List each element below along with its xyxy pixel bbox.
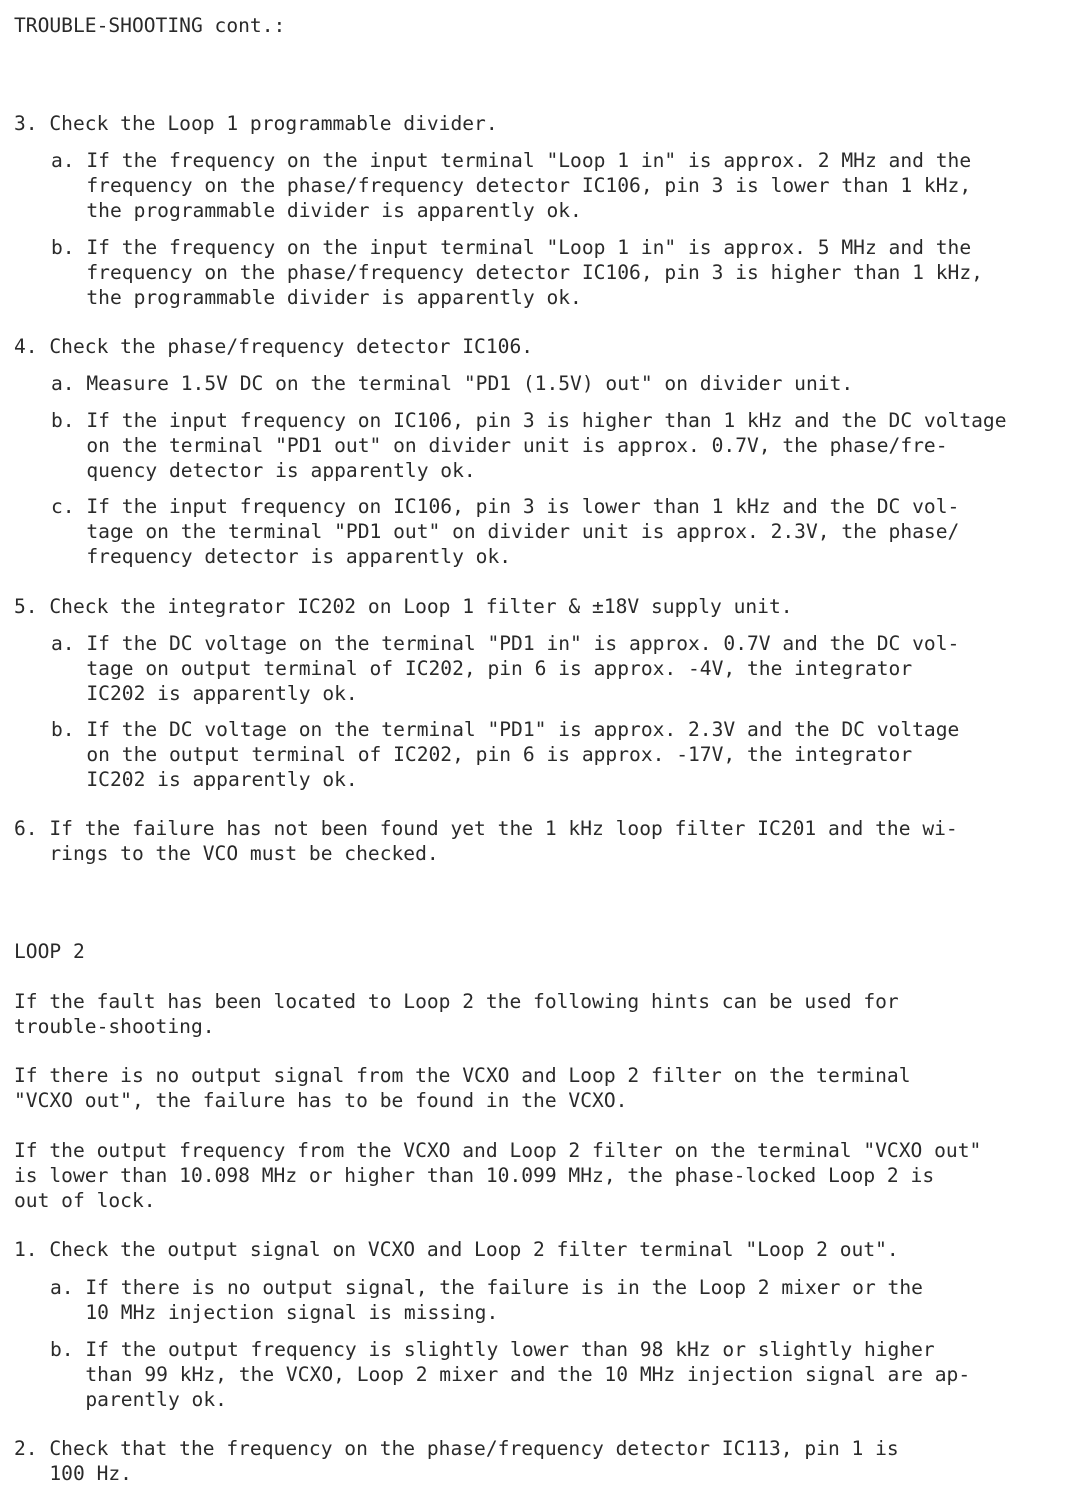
loop-2-paragraph-2: If the output frequency from the VCXO and Loop 2 filter on the terminal "VCXO out" is lower than 10.098 MHz or higher than 10.099 MHz, the phase-locked Loop 2 is out of lock. <box>14 1139 982 1212</box>
step-3a: a. If the frequency on the input terminal "Loop 1 in" is approx. 2 MHz and the frequency on the phase/frequency detector IC106, pin 3 is lower than 1 kHz, the programmable divider is apparently ok. <box>51 149 972 222</box>
step-3b: b. If the frequency on the input terminal "Loop 1 in" is approx. 5 MHz and the frequency on the phase/frequency detector IC106, pin 3 is higher than 1 kHz, the programmable divider is apparently ok. <box>51 236 983 309</box>
loop-2-intro: If the fault has been located to Loop 2 the following hints can be used for trouble-shooting. <box>14 990 899 1038</box>
loop-2-step-1-title: 1. Check the output signal on VCXO and Loop 2 filter terminal "Loop 2 out". <box>14 1238 899 1261</box>
loop-2-step-1b: b. If the output frequency is slightly lower than 98 kHz or slightly higher than 99 kHz, the VCXO, Loop 2 mixer and the 10 MHz injection signal are ap- parently ok. <box>50 1338 971 1411</box>
step-5-title: 5. Check the integrator IC202 on Loop 1 filter & ±18V supply unit. <box>14 595 793 618</box>
step-4b: b. If the input frequency on IC106, pin 3 is higher than 1 kHz and the DC voltage on the terminal "PD1 out" on divider unit is approx. 0.7V, the phase/fre- quency detector is apparently ok. <box>51 409 1007 482</box>
step-4c: c. If the input frequency on IC106, pin 3 is lower than 1 kHz and the DC vol- tage on the terminal "PD1 out" on divider unit is approx. 2.3V, the phase/ frequency detector is apparently ok. <box>51 495 960 568</box>
step-5a: a. If the DC voltage on the terminal "PD1 in" is approx. 0.7V and the DC vol- tage on output terminal of IC202, pin 6 is approx. -4V, the integrator IC202 is apparently ok. <box>51 632 960 705</box>
step-3-title: 3. Check the Loop 1 programmable divider. <box>14 112 498 135</box>
loop-2-step-1a: a. If there is no output signal, the failure is in the Loop 2 mixer or the 10 MHz injection signal is missing. <box>50 1276 923 1324</box>
loop-2-step-2: 2. Check that the frequency on the phase/frequency detector IC113, pin 1 is 100 Hz. <box>14 1437 899 1485</box>
page-header: TROUBLE-SHOOTING cont.: <box>14 14 286 37</box>
step-6: 6. If the failure has not been found yet the 1 kHz loop filter IC201 and the wi- rings to the VCO must be checked. <box>14 817 958 865</box>
step-4a: a. Measure 1.5V DC on the terminal "PD1 (1.5V) out" on divider unit. <box>51 372 854 395</box>
step-5b: b. If the DC voltage on the terminal "PD1" is approx. 2.3V and the DC voltage on the output terminal of IC202, pin 6 is approx. -17V, the integrator IC202 is apparently ok. <box>51 718 960 791</box>
loop-2-heading: LOOP 2 <box>14 940 85 963</box>
loop-2-paragraph-1: If there is no output signal from the VCXO and Loop 2 filter on the terminal "VCXO out", the failure has to be found in the VCXO. <box>14 1064 911 1112</box>
step-4-title: 4. Check the phase/frequency detector IC106. <box>14 335 534 358</box>
